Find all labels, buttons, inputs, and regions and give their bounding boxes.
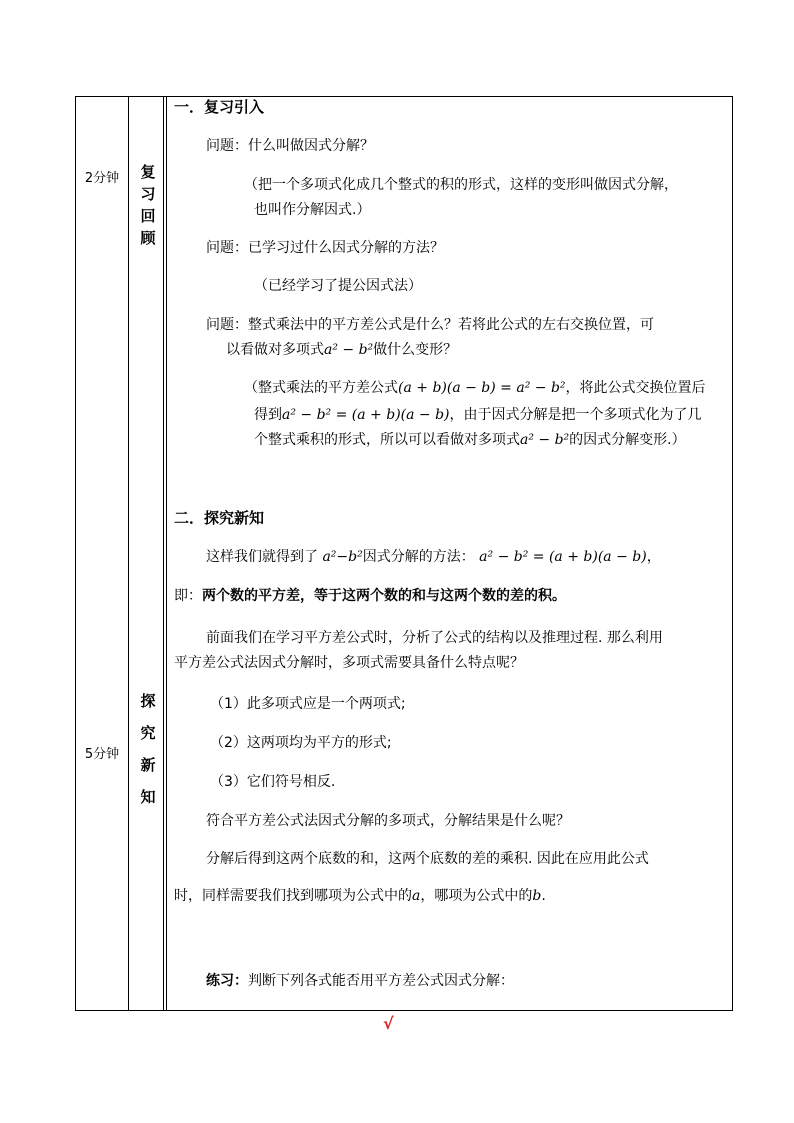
- check-mark-icon: √: [383, 1014, 394, 1033]
- section-heading-review: 一．复习引入: [174, 98, 265, 116]
- time-cell-review: 2分钟: [84, 171, 120, 186]
- exercise-text: 判断下列各式能否用平方差公式因式分解：: [248, 973, 514, 989]
- answer-3-line-3: [254, 430, 686, 450]
- section-heading-explore: 二．探究新知: [174, 509, 265, 527]
- paragraph-5-line-1: 分解后得到这两个底数的和，这两个底数的差的乘积. 因此在应用此公式: [206, 851, 649, 867]
- math-variable: a: [412, 888, 421, 904]
- answer-3-line-1: [244, 378, 706, 398]
- question-1: 问题：什么叫做因式分解？: [206, 138, 374, 154]
- stage-char: 新: [140, 756, 156, 774]
- stage-cell-review: [130, 161, 166, 249]
- stage-cell-explore: [130, 685, 166, 813]
- stage-char: 习: [140, 185, 156, 203]
- rule-statement: [174, 586, 566, 606]
- text-segment: 做什么变形？: [373, 342, 458, 358]
- answer-3-line-2: [254, 405, 702, 425]
- answer-1-line-2: 也叫作分解因式.）: [254, 202, 371, 218]
- column-divider: [128, 97, 129, 1010]
- text-segment: 这样我们就得到了: [206, 549, 318, 565]
- stage-char: 究: [140, 724, 156, 742]
- question-3-line-2: [226, 340, 457, 360]
- math-expression: (a + b)(a − b) = a² − b²: [398, 380, 566, 396]
- exercise-line: [206, 971, 514, 991]
- text-segment: ，: [646, 549, 661, 565]
- paragraph-5-line-2: [174, 886, 546, 906]
- text-segment: 即：: [174, 588, 202, 604]
- question-2: 问题：已学习过什么因式分解的方法？: [206, 240, 444, 256]
- text-segment: ，由于因式分解是把一个多项式化为了几: [449, 407, 702, 423]
- time-cell-explore: 5分钟: [84, 747, 120, 762]
- text-segment: 时，同样需要我们找到哪项为公式中的: [174, 888, 412, 904]
- text-segment: 的因式分解变形.）: [569, 432, 686, 448]
- math-expression: a²−b²: [322, 549, 363, 565]
- text-segment: .: [541, 888, 546, 904]
- stage-char: 回: [140, 207, 156, 225]
- text-segment: 得到: [254, 407, 282, 423]
- answer-1-line-1: （把一个多项式化成几个整式的积的形式，这样的变形叫做因式分解，: [244, 177, 678, 193]
- stage-char: 顾: [140, 229, 156, 247]
- text-segment: 以看做对多项式: [226, 342, 324, 358]
- text-segment: ，哪项为公式中的: [420, 888, 533, 904]
- text-segment: 个整式乘积的形式，所以可以看做对多项式: [254, 432, 520, 448]
- exercise-label: 练习：: [206, 973, 248, 989]
- feature-item-3: （3）它们符号相反.: [210, 774, 336, 790]
- paragraph-4: 符合平方差公式法因式分解的多项式，分解结果是什么呢？: [206, 813, 570, 829]
- math-variable: b: [532, 888, 542, 904]
- stage-char: 复: [140, 163, 156, 181]
- question-3-line-1: 问题：整式乘法中的平方差公式是什么？若将此公式的左右交换位置，可: [206, 317, 654, 333]
- feature-item-2: （2）这两项均为平方的形式;: [210, 735, 392, 751]
- text-segment: （整式乘法的平方差公式: [244, 380, 398, 396]
- math-expression: a² − b² = (a + b)(a − b): [282, 407, 450, 423]
- text-segment: 因式分解的方法：: [362, 549, 475, 565]
- feature-item-1: （1）此多项式应是一个两项式;: [210, 696, 406, 712]
- formula-paragraph: [206, 547, 661, 567]
- math-expression: a² − b² = (a + b)(a − b): [479, 549, 647, 565]
- paragraph-3-line-1: 前面我们在学习平方差公式时，分析了公式的结构以及推理过程. 那么利用: [206, 630, 663, 646]
- answer-2: （已经学习了提公因式法）: [254, 278, 422, 294]
- stage-char: 探: [140, 692, 156, 710]
- paragraph-3-line-2: 平方差公式法因式分解时，多项式需要具备什么特点呢？: [174, 655, 524, 671]
- text-segment: ，将此公式交换位置后: [565, 380, 706, 396]
- rule-text: 两个数的平方差，等于这两个数的和与这两个数的差的积。: [202, 588, 566, 604]
- math-expression: a² − b²: [324, 342, 374, 358]
- stage-char: 知: [140, 788, 156, 806]
- math-expression: a² − b²: [520, 432, 570, 448]
